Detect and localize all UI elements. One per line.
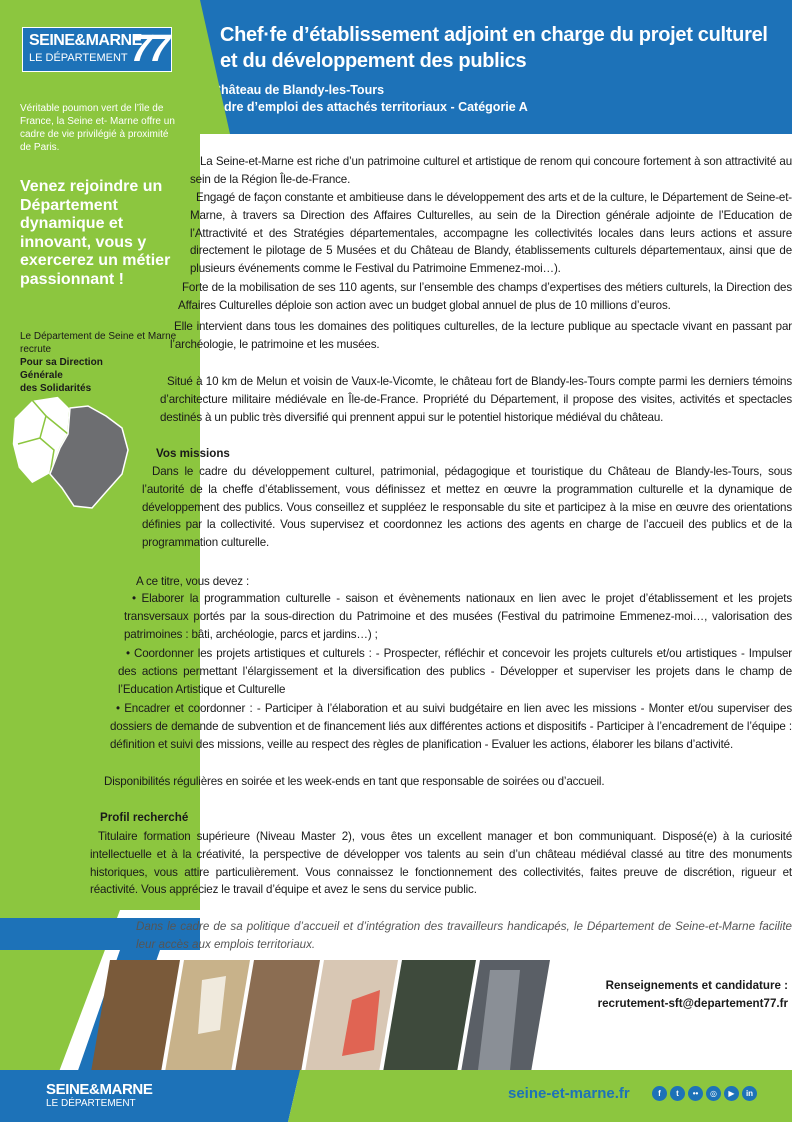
- facebook-icon[interactable]: f: [652, 1086, 667, 1101]
- handicap-note: Dans le cadre de sa politique d’accueil et d’intégration des travailleurs handicapés, le Département de Seine-et-Marne facilite leur accès aux emplois territoriaux.: [136, 920, 792, 951]
- logo-number: 77: [130, 28, 167, 70]
- missions-text: Dans le cadre du développement culturel, patrimonial, pédagogique et touristique du Château de Blandy-les-Tours, sous l’autorité de la cheffe d’établissement, vous définissez et mettez en œuvre la programmation culturelle et la dynamique de développement des publics. Vous conseillez et suppléez le responsable du site et participez à la mise en œuvre des orientations définies par la collectivité. Vous supervisez et coordonnez les actions des agents en charge de l’accueil des publics et de la programmation culturelle.: [142, 465, 792, 550]
- missions-title: Vos missions: [156, 447, 230, 460]
- contact-label: Renseignements et candidature :: [605, 979, 788, 992]
- paragraph-domains: Elle intervient dans tous les domaines des politiques culturelles, de la lecture publique au spectacle vivant en passant par l’archéologie, le patrimoine et les musées.: [170, 320, 792, 351]
- logo-line2: LE DÉPARTEMENT: [29, 52, 128, 64]
- flickr-icon[interactable]: ••: [688, 1086, 703, 1101]
- job-title-line2: et du développement des publics: [220, 50, 527, 72]
- recruit-bold-1: Pour sa Direction: [20, 357, 103, 368]
- duties-intro: A ce titre, vous devez :: [136, 575, 250, 588]
- social-links: [652, 1086, 757, 1101]
- logo-line1: SEINE&MARNE: [29, 32, 142, 49]
- twitter-icon[interactable]: t: [670, 1086, 685, 1101]
- recruit-bold-2: Générale: [20, 370, 63, 381]
- paragraph-chateau: Situé à 10 km de Melun et voisin de Vaux-le-Vicomte, le château fort de Blandy-les-Tours compte parmi les derniers témoins d’architecture militaire médiévale en Île-de-France. Propriété du Département, il propose des visites, activités et spectacles destinés à un public très diversifié qui prennent appui sur le potentiel historique médiéval du château.: [160, 375, 792, 424]
- photo-collage: [80, 960, 550, 1078]
- footer-logo[interactable]: [46, 1082, 152, 1110]
- recruit-bold-3: des Solidarités: [20, 383, 92, 394]
- recruit-text: Le Département de Seine et Marne recrute: [20, 331, 177, 355]
- website-link[interactable]: seine-et-marne.fr: [508, 1085, 630, 1102]
- linkedin-icon[interactable]: in: [742, 1086, 757, 1101]
- profile-text: Titulaire formation supérieure (Niveau Master 2), vous êtes un excellent manager et bon communiquant. Disposé(e) à la curiosité intellectuelle et à la créativité, la perspective de développer vos talents au sein d’un château médiéval classé au titre des monuments historiques, vous attire particulièrement. Vous connaissez le fonctionnement des collectivités, faites preuve de discrétion, rigueur et réactivité. Vous appréciez le travail d’équipe et avez le sens du service public.: [90, 830, 792, 897]
- paragraph-intro: La Seine-et-Marne est riche d’un patrimoine culturel et artistique de renom qui concoure fortement à son attractivité au sein de la Région Île-de-France.: [190, 155, 792, 186]
- footer-logo-line2: LE DÉPARTEMENT: [46, 1098, 136, 1109]
- paragraph-mobilisation: Forte de la mobilisation de ses 110 agents, sur l’ensemble des champs d’expertises des métiers culturels, la Direction des Affaires Culturelles déploie son action avec un budget global annuel de plus de 10 millions d’euros.: [178, 281, 792, 312]
- job-title-line1: Chef·fe d’établissement adjoint en charge du projet culturel: [220, 24, 768, 46]
- duty-programming: • Elaborer la programmation culturelle - saison et évènements nationaux en lien avec le projet d’établissement et les projets transversaux portés par la sous-direction du Patrimoine et des musées (Festival du patrimoine Emmenez-moi…, valorisation des patrimoines : bâti, archéologie, parcs et jardins…) ;: [124, 592, 792, 641]
- job-frame: Cadre d’emploi des attachés territoriaux - Catégorie A: [208, 100, 528, 114]
- profile-title: Profil recherché: [100, 811, 189, 824]
- sidebar-slogan: Venez rejoindre un Département dynamique et innovant, vous y exercerez un métier passionnant !: [20, 178, 171, 288]
- contact-block: [598, 977, 788, 1012]
- duty-management: • Encadrer et coordonner : - Participer à l’élaboration et au suivi budgétaire en lien avec les missions - Monter et/ou superviser des dossiers de demande de subvention et de financement liés aux différentes actions et dispositifs - Participer à l’encadrement de l’équipe : définition et suivi des missions, veille au respect des règles de planification - Evaluer les actions, élaborer les bilans d’activité.: [110, 702, 792, 751]
- instagram-icon[interactable]: ◎: [706, 1086, 721, 1101]
- youtube-icon[interactable]: ▶: [724, 1086, 739, 1101]
- paragraph-engagement: Engagé de façon constante et ambitieuse dans le développement des arts et de la culture, le Département de Seine-et-Marne, à travers sa Direction des Affaires Culturelles, au sein de la Direction générale adjointe de l’Education de l’Attractivité et des Stratégies départementales, accompagne les collectivités locales dans leurs actions et assure directement le pilotage de 5 Musées et du Château de Blandy, établissements culturels départementaux, ainsi que de plusieurs événements comme le Festival du Patrimoine Emmenez-moi…).: [190, 191, 792, 276]
- sidebar-intro: Véritable poumon vert de l’île de France, la Seine et- Marne offre un cadre de vie privilégié à proximité de Paris.: [20, 103, 175, 153]
- job-site: Château de Blandy-les-Tours: [212, 83, 385, 97]
- duty-coordination: • Coordonner les projets artistiques et culturels : - Prospecter, réfléchir et concevoir les projets culturels et/ou artistiques - Impulser des actions permettant l’élargissement et la diversification des publics - Développer et superviser les projets dans le champ de l’Education Artistique et Culturelle: [118, 647, 792, 696]
- footer-logo-line1: SEINE&MARNE: [46, 1081, 153, 1098]
- availability-text: Disponibilités régulières en soirée et les week-ends en tant que responsable de soirées ou d’accueil.: [104, 775, 605, 788]
- contact-email[interactable]: recrutement-sft@departement77.fr: [597, 996, 788, 1010]
